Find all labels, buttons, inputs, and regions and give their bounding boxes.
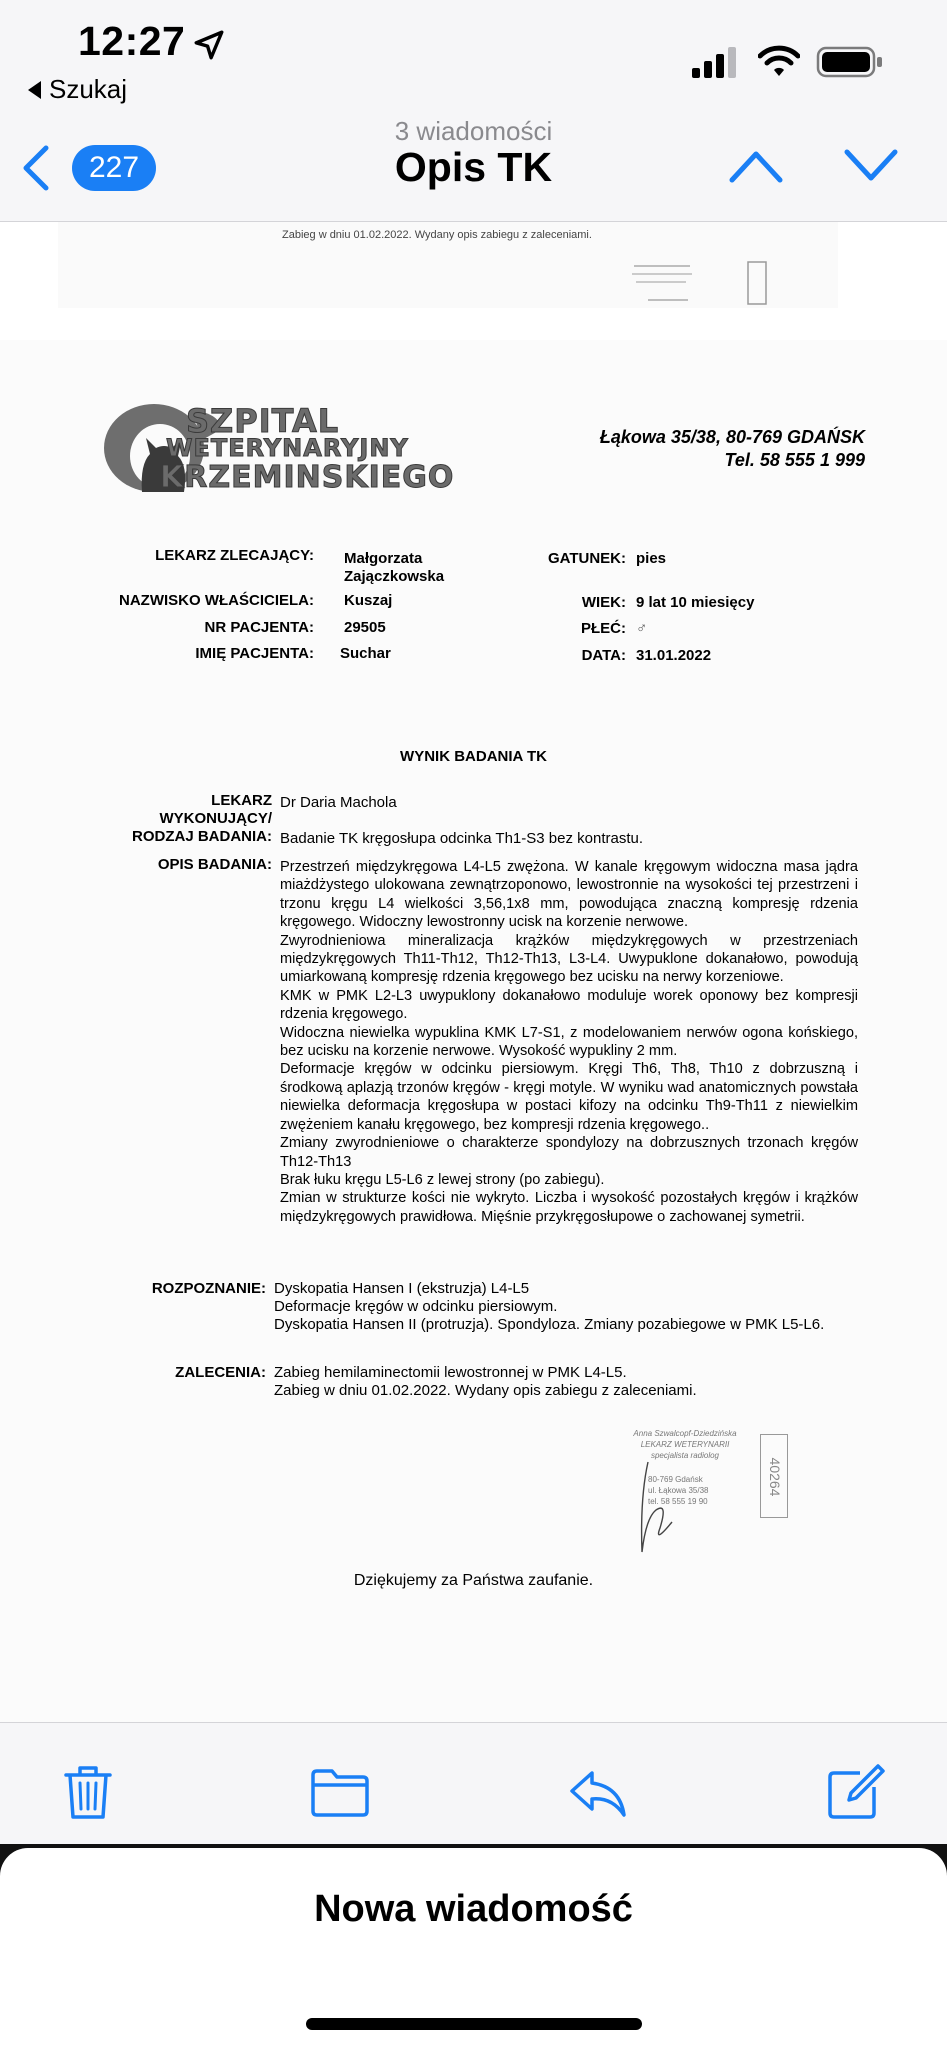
opis-paragraph: Zmian w strukturze kości nie wykryto. Liczba i wysokość pozostałych kręgów i krążków międzykręgowych prawidłowa. Mięśnie przykręgosłupowe o zachowanej symetrii. <box>280 1190 858 1225</box>
wifi-icon <box>758 44 800 78</box>
rozpoznanie-label: ROZPOZNANIE: <box>151 1280 266 1297</box>
rozpoznanie-text <box>274 1280 854 1334</box>
thank-you-text: Dziękujemy za Państwa zaufanie. <box>353 1572 594 1589</box>
status-time: 12:27 <box>78 18 186 64</box>
cellular-signal-icon <box>690 46 738 78</box>
trash-icon[interactable] <box>58 1763 118 1821</box>
opis-paragraph: Deformacje kręgów w odcinku piersiowym. Kręgi Th6, Th8, Th10 z dobrzuszną i środkową aplazją trzonów kręgów - kręgi motyle. W wyniku wad anatomicznych powstała niewielka deformacja kręgosłupa w postaci kifozy na odcinku Th9-Th11 z niewielkim zwężeniem kanału kręgowego, bez kompresji rdzenia kręgowego.. <box>280 1061 858 1133</box>
stamp-line: ul. Łąkowa 35/38 <box>648 1486 709 1495</box>
hospital-logo <box>102 400 455 500</box>
lekarz-zlecajacy-value-2: Zajączkowska <box>344 568 445 585</box>
folder-icon[interactable] <box>310 1763 370 1821</box>
wiek-label: WIEK: <box>581 594 626 611</box>
lekarz-wykonujacy-value: Dr Daria Machola <box>280 794 397 811</box>
logo-line-3: KRZEMINSKIEGO <box>160 460 455 495</box>
lekarz-wykonujacy-label-2: WYKONUJĄCY/ <box>159 810 272 827</box>
page-title: Opis TK <box>394 144 553 190</box>
rozpoznanie-line: Deformacje kręgów w odcinku piersiowym. <box>274 1298 558 1315</box>
opis-paragraph: KMK w PMK L2-L3 uwypuklony dokanałowo moduluje worek oponowy bez kompresji rdzenia kręgowego. <box>280 987 858 1023</box>
stamp-line: LEKARZ WETERYNARII <box>640 1440 730 1449</box>
zalecenia-line: Zabieg hemilaminectomii lewostronnej w PMK L4-L5. <box>274 1364 627 1381</box>
opis-badania-label: OPIS BADANIA: <box>157 856 272 873</box>
opis-paragraph: Zmiany zwyrodnieniowe o charakterze spondylozy na dobrzusznych trzonach kręgów Th12-Th13 <box>280 1135 858 1170</box>
stamp-number: 40264 <box>767 1457 783 1497</box>
address-line: Łąkowa 35/38, 80-769 GDAŃSK <box>599 427 865 447</box>
rodzaj-badania-value: Badanie TK kręgosłupa odcinka Th1-S3 bez kontrastu. <box>280 830 644 847</box>
logo-line-1: SZPITAL <box>186 402 340 440</box>
location-arrow-icon <box>192 28 226 62</box>
doctor-stamp <box>620 1428 795 1558</box>
bottom-toolbar <box>0 1722 947 1844</box>
lekarz-zlecajacy-label: LEKARZ ZLECAJĄCY: <box>155 547 314 564</box>
reply-icon[interactable] <box>568 1763 628 1821</box>
nr-pacjenta-label: NR PACJENTA: <box>204 619 314 636</box>
new-message-sheet[interactable] <box>0 1848 947 2048</box>
plec-label: PŁEĆ: <box>581 620 626 637</box>
previous-page-stamp-image <box>628 260 778 306</box>
new-message-title: Nowa wiadomość <box>314 1888 633 1930</box>
back-app-label: Szukaj <box>49 74 128 104</box>
zalecenia-line: Zabieg w dniu 01.02.2022. Wydany opis zabiegu z zaleceniami. <box>274 1382 697 1399</box>
plec-value: ♂ <box>636 620 648 637</box>
unread-count-badge[interactable]: 227 <box>72 145 156 191</box>
data-label: DATA: <box>581 647 626 664</box>
navigation-bar <box>0 0 947 222</box>
wiek-value: 9 lat 10 miesięcy <box>636 594 755 611</box>
stamp-line: specjalista radiolog <box>650 1451 720 1460</box>
opis-paragraph: Brak łuku kręgu L5-L6 z lewej strony (po zabiegu). <box>280 1171 605 1188</box>
previous-page-text: Zabieg w dniu 01.02.2022. Wydany opis zabiegu z zaleceniami. <box>282 229 592 241</box>
stamp-line: tel. 58 555 19 90 <box>648 1497 708 1506</box>
home-indicator[interactable] <box>306 2018 642 2030</box>
back-triangle-icon <box>28 81 41 99</box>
lekarz-wykonujacy-label-1: LEKARZ <box>211 792 272 809</box>
logo-line-2: WETERYNARYJNY <box>166 434 409 462</box>
stamp-number-box <box>760 1434 788 1518</box>
wlasciciel-value: Kuszaj <box>344 592 393 609</box>
signature-image <box>634 1458 694 1558</box>
zalecenia-label: ZALECENIA: <box>175 1364 266 1381</box>
imie-pacjenta-value: Suchar <box>340 645 391 662</box>
result-title: WYNIK BADANIA TK <box>400 748 547 765</box>
compose-icon[interactable] <box>826 1763 886 1821</box>
hospital-address <box>600 426 865 472</box>
stamp-line: 80-769 Gdańsk <box>648 1475 703 1484</box>
rozpoznanie-line: Dyskopatia Hansen I (ekstruzja) L4-L5 <box>274 1280 530 1297</box>
opis-paragraph: Widoczna niewielka wypuklina KMK L7-S1, z modelowaniem nerwów ogona końskiego, bez ucisku na korzenie nerwowe. Wysokość wypukliny 2 mm. <box>280 1024 858 1060</box>
battery-icon <box>816 46 884 78</box>
opis-paragraph: Przestrzeń międzykręgowa L4-L5 zwężona. W kanale kręgowym widoczna masa jądra miażdżystego ulokowana zewnątrzoponowo, lewostronnie na wysokości tej przestrzeni i trzonu kręgu L4 wielkości 3,56,1x8 mm, powodująca znaczną kompresję rdzenia kręgowego. Widoczny lewostronny ucisk na korzenie nerwowe. <box>280 859 858 931</box>
data-value: 31.01.2022 <box>636 647 712 664</box>
back-to-app-link[interactable] <box>28 74 127 105</box>
message-count-subtitle: 3 wiadomości <box>394 116 553 146</box>
previous-page-fragment <box>58 222 838 308</box>
imie-pacjenta-label: IMIĘ PACJENTA: <box>195 645 314 662</box>
nr-pacjenta-value: 29505 <box>344 619 386 636</box>
phone-line: Tel. 58 555 1 999 <box>724 450 865 470</box>
wlasciciel-label: NAZWISKO WŁAŚCICIELA: <box>119 592 314 609</box>
previous-message-chevron-up-icon[interactable] <box>728 148 784 184</box>
rozpoznanie-line: Dyskopatia Hansen II (protruzja). Spondyloza. Zmiany pozabiegowe w PMK L5-L6. <box>274 1316 825 1333</box>
rodzaj-badania-label: RODZAJ BADANIA: <box>132 828 272 845</box>
gatunek-label: GATUNEK: <box>547 550 626 567</box>
pdf-document-page[interactable] <box>0 340 947 1722</box>
stamp-line: Anna Szwalcopf-Dziedzińska <box>633 1429 737 1438</box>
lekarz-zlecajacy-value-1: Małgorzata <box>344 550 423 567</box>
opis-paragraph: Zwyrodnieniowa mineralizacja krążków międzykręgowych w przestrzeniach międzykręgowych Th11-Th12, Th12-Th13, L3-L4. Uwypuklone dokanałowo, powodują umiarkowaną kompresję rdzenia kręgowego bez ucisku na nerwy korzeniowe. <box>280 932 858 986</box>
gatunek-value: pies <box>636 550 667 567</box>
next-message-chevron-down-icon[interactable] <box>843 148 899 184</box>
opis-badania-text <box>280 858 858 1226</box>
zalecenia-text <box>274 1364 854 1400</box>
